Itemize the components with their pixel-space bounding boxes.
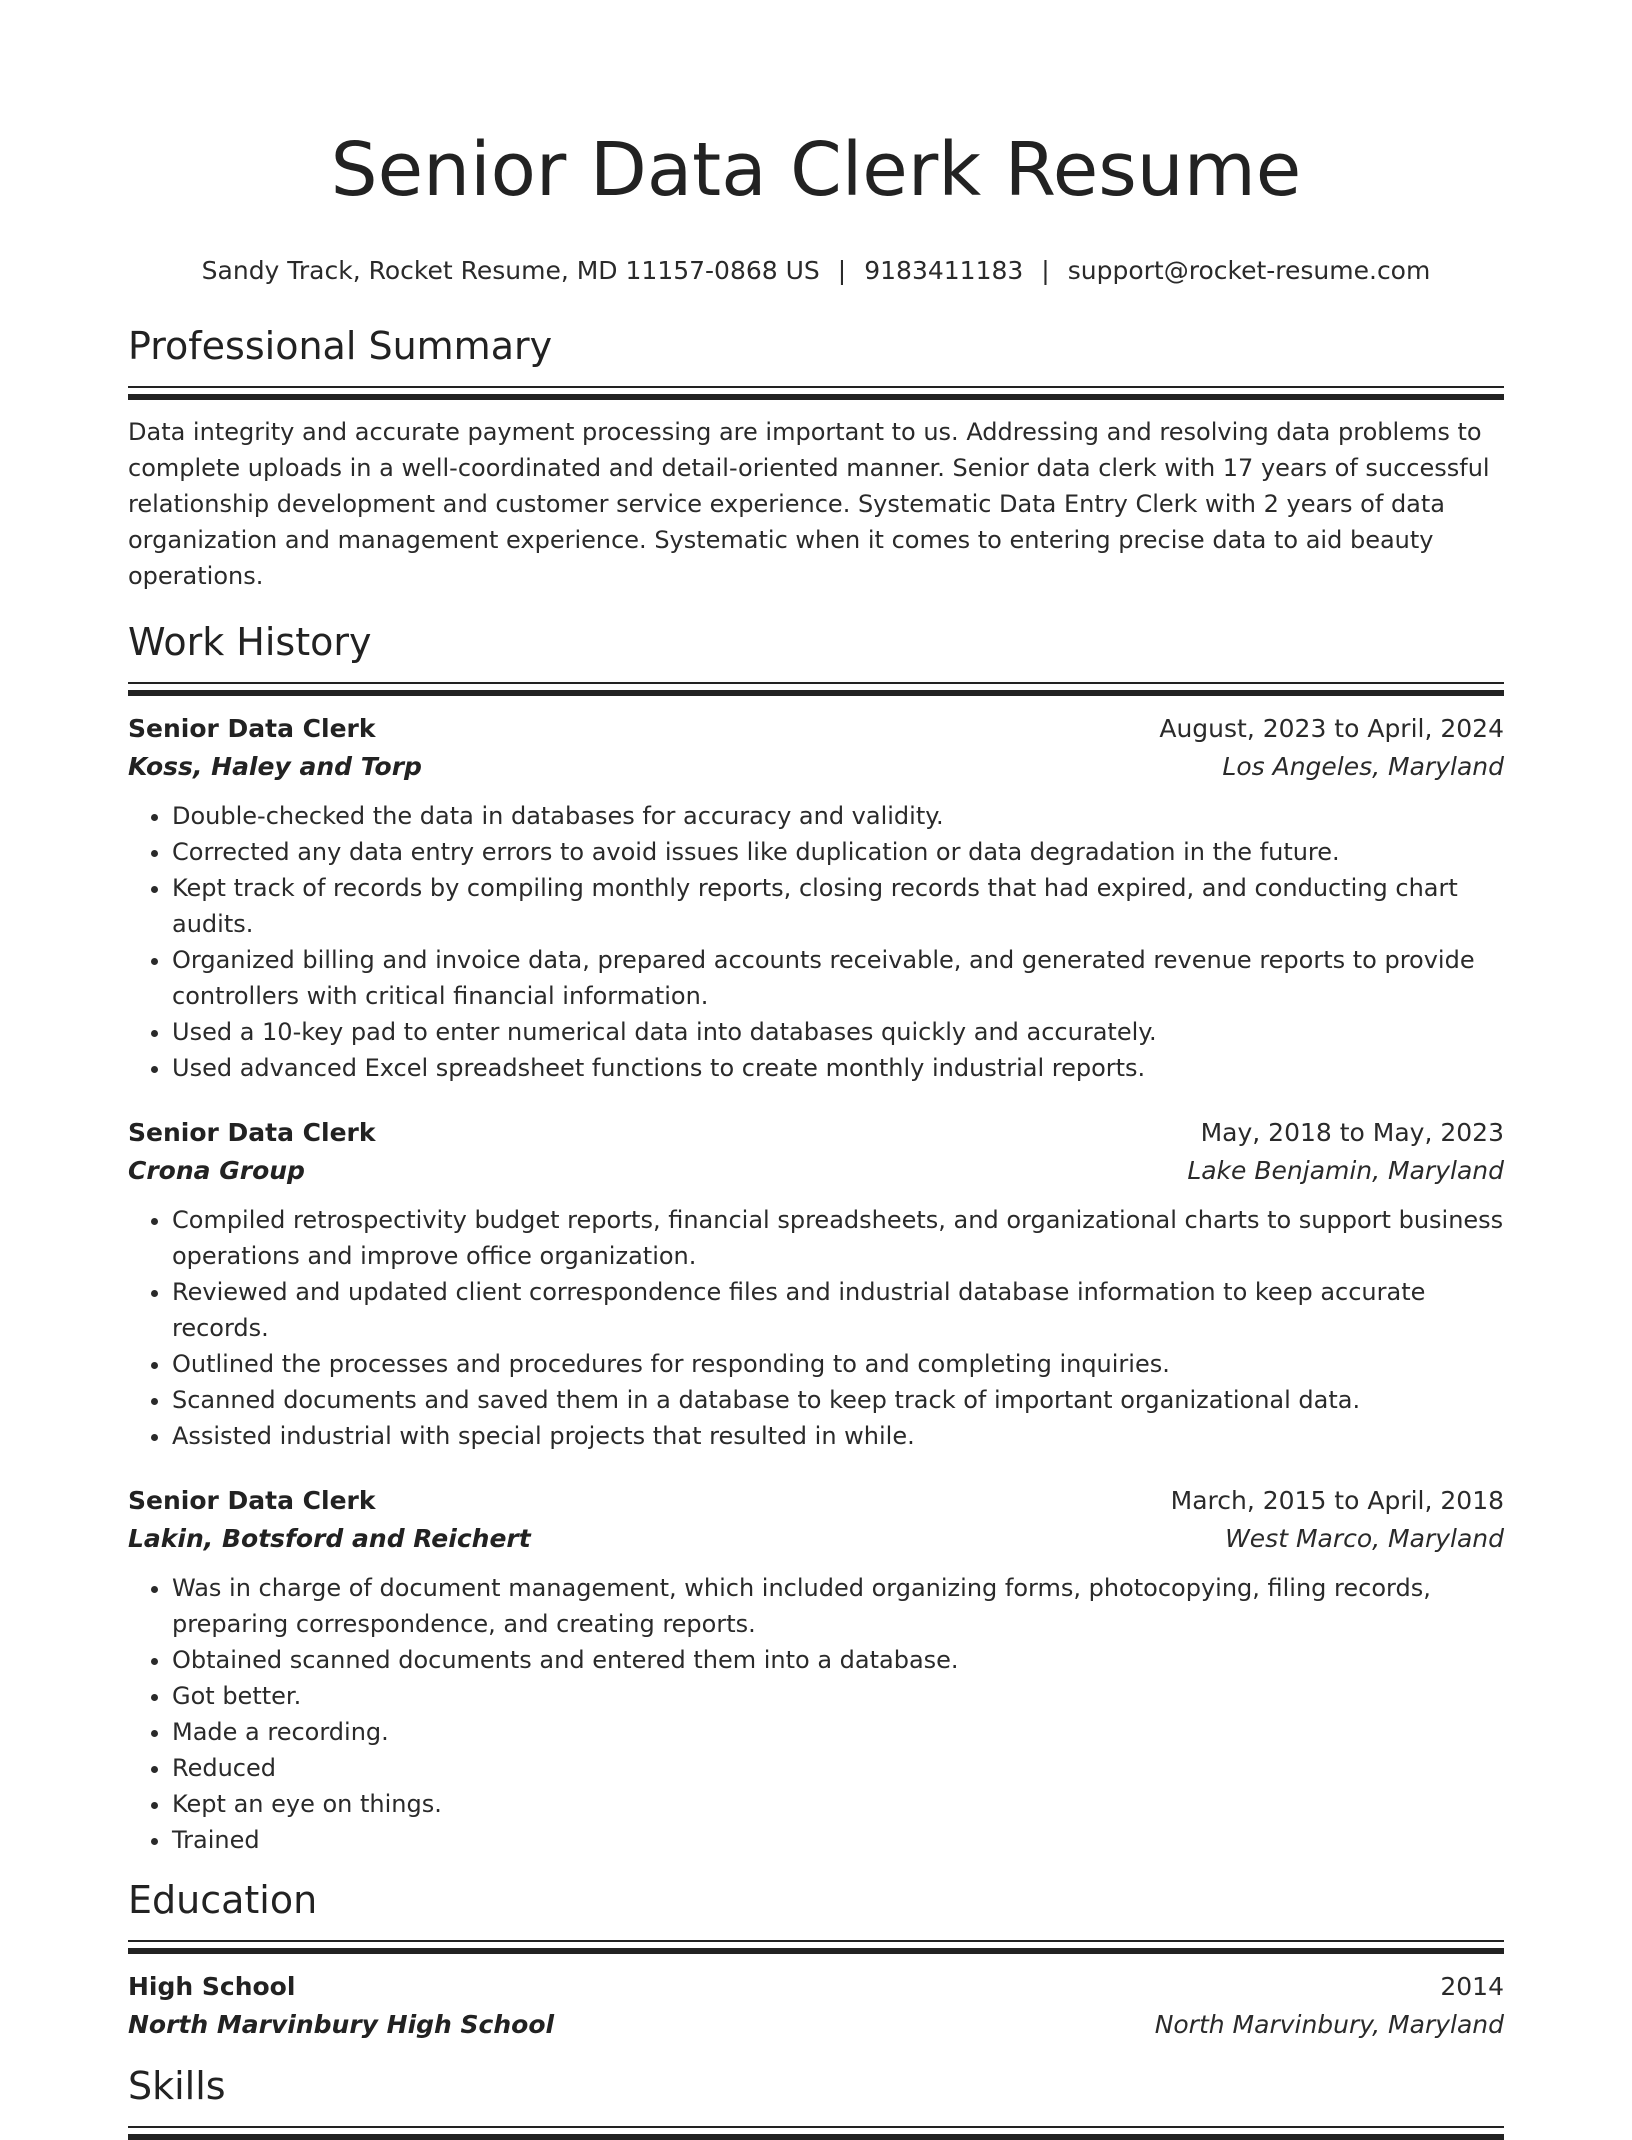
job-location: Lake Benjamin, Maryland <box>1187 1156 1504 1185</box>
list-item: • Double-checked the data in databases for accuracy and validity. <box>172 798 1504 834</box>
job-bullets <box>128 798 1504 1086</box>
contact-email: support@rocket-resume.com <box>1067 256 1431 285</box>
company-name: Crona Group <box>128 1156 305 1185</box>
school-name: North Marvinbury High School <box>128 2010 555 2039</box>
job-entry <box>128 1482 1504 1858</box>
contact-separator: | <box>1041 256 1050 285</box>
work-history-heading: Work History <box>128 620 372 664</box>
work-history-section <box>128 618 1504 1858</box>
section-divider <box>128 1940 1504 1954</box>
skills-heading: Skills <box>128 2064 226 2108</box>
section-divider <box>128 386 1504 400</box>
education-section <box>128 1876 1504 2044</box>
school-location: North Marvinbury, Maryland <box>1154 2010 1504 2039</box>
contact-phone: 9183411183 <box>864 256 1024 285</box>
resume-title: Senior Data Clerk Resume <box>330 127 1302 213</box>
job-dates: March, 2015 to April, 2018 <box>1170 1486 1504 1515</box>
job-dates: August, 2023 to April, 2024 <box>1159 714 1504 743</box>
list-item: • Made a recording. <box>172 1714 1504 1750</box>
education-entry <box>128 1968 1504 2044</box>
list-item: • Kept an eye on things. <box>172 1786 1504 1822</box>
job-title: Senior Data Clerk <box>128 1118 376 1147</box>
summary-text: Data integrity and accurate payment processing are important to us. Addressing and resolving data problems to complete uploads in a well-coordinated and detail-oriented manner. Senior data clerk with 17 years of successful relationship development and customer service experience. Systematic Data Entry Clerk with 2 years of data organization and management experience. Systematic when it comes to entering precise data to aid beauty operations. <box>128 418 1490 590</box>
list-item: • Organized billing and invoice data, prepared accounts receivable, and generated revenue reports to provide controllers with critical financial information. <box>172 942 1504 1014</box>
education-heading: Education <box>128 1878 318 1922</box>
list-item: • Was in charge of document management, which included organizing forms, photocopying, filing records, preparing correspondence, and creating reports. <box>172 1570 1504 1642</box>
contact-address: Sandy Track, Rocket Resume, MD 11157-0868 US <box>201 256 820 285</box>
job-bullets <box>128 1202 1504 1454</box>
resume-page <box>128 0 1504 2140</box>
list-item: • Assisted industrial with special projects that resulted in while. <box>172 1418 1504 1454</box>
job-dates: May, 2018 to May, 2023 <box>1200 1118 1504 1147</box>
list-item: • Obtained scanned documents and entered them into a database. <box>172 1642 1504 1678</box>
summary-section <box>128 322 1504 594</box>
education-degree: High School <box>128 1972 296 2001</box>
list-item: • Scanned documents and saved them in a database to keep track of important organizational data. <box>172 1382 1504 1418</box>
job-title: Senior Data Clerk <box>128 714 376 743</box>
list-item: • Kept track of records by compiling monthly reports, closing records that had expired, and conducting chart audits. <box>172 870 1504 942</box>
job-title: Senior Data Clerk <box>128 1486 376 1515</box>
company-name: Koss, Haley and Torp <box>128 752 422 781</box>
list-item: • Used advanced Excel spreadsheet functions to create monthly industrial reports. <box>172 1050 1504 1086</box>
list-item: • Trained <box>172 1822 1504 1858</box>
list-item: • Got better. <box>172 1678 1504 1714</box>
list-item: • Compiled retrospectivity budget reports, financial spreadsheets, and organizational charts to support business operations and improve office organization. <box>172 1202 1504 1274</box>
company-name: Lakin, Botsford and Reichert <box>128 1524 531 1553</box>
summary-heading: Professional Summary <box>128 324 553 368</box>
job-bullets <box>128 1570 1504 1858</box>
job-location: West Marco, Maryland <box>1225 1524 1504 1553</box>
list-item: • Outlined the processes and procedures for responding to and completing inquiries. <box>172 1346 1504 1382</box>
contact-line <box>128 254 1504 288</box>
contact-separator: | <box>837 256 847 285</box>
job-location: Los Angeles, Maryland <box>1222 752 1504 781</box>
skills-section <box>128 2062 1504 2140</box>
section-divider <box>128 682 1504 696</box>
list-item: • Reviewed and updated client correspondence files and industrial database information to keep accurate records. <box>172 1274 1504 1346</box>
list-item: • Used a 10-key pad to enter numerical data into databases quickly and accurately. <box>172 1014 1504 1050</box>
education-year: 2014 <box>1440 1972 1504 2001</box>
job-entry <box>128 1114 1504 1454</box>
list-item: • Corrected any data entry errors to avoid issues like duplication or data degradation in the future. <box>172 834 1504 870</box>
list-item: • Reduced <box>172 1750 1504 1786</box>
job-entry <box>128 710 1504 1086</box>
section-divider <box>128 2126 1504 2140</box>
